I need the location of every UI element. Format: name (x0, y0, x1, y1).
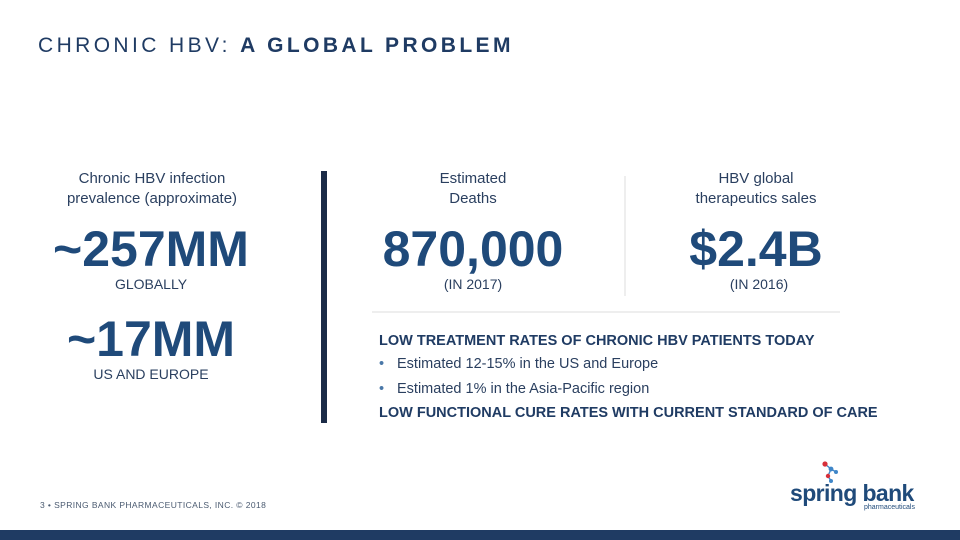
treatment-heading: LOW TREATMENT RATES OF CHRONIC HBV PATIENTS TODAY (379, 333, 815, 349)
prevalence-region-value: ~17MM (66, 311, 236, 367)
company-logo (790, 460, 920, 510)
prevalence-label (44, 169, 260, 209)
section-divider (321, 171, 327, 423)
stat-divider (624, 176, 626, 296)
stats-divider (372, 311, 840, 313)
treatment-bullet-text: Estimated 1% in the Asia-Pacific region (397, 381, 650, 397)
deaths-caption: (IN 2017) (443, 276, 503, 292)
sales-caption: (IN 2016) (729, 276, 789, 292)
deaths-label (373, 169, 573, 209)
cure-heading: LOW FUNCTIONAL CURE RATES WITH CURRENT STANDARD OF CARE (379, 405, 878, 421)
bottom-bar (0, 530, 960, 540)
treatment-bullet (379, 356, 658, 372)
prevalence-global-caption: GLOBALLY (114, 276, 188, 292)
footer-company: SPRING BANK PHARMACEUTICALS, INC. (54, 500, 234, 510)
logo-wordmark: spring bank (790, 480, 914, 506)
sales-value: $2.4B (689, 221, 823, 277)
footer (40, 500, 266, 510)
bullet-dot-icon: • (379, 356, 385, 372)
footer-separator: • (47, 500, 52, 510)
deaths-label-line1: Estimated (439, 170, 507, 187)
treatment-bullet (379, 381, 649, 397)
page-number: 3 (40, 500, 46, 510)
sales-label-line1: HBV global (718, 170, 794, 187)
treatment-bullet-text: Estimated 12-15% in the US and Europe (397, 356, 659, 372)
prevalence-label-line2: prevalence (approximate) (66, 190, 238, 207)
deaths-label-line2: Deaths (449, 190, 497, 207)
logo-tagline: pharmaceuticals (864, 504, 915, 511)
footer-copyright: © 2018 (236, 500, 267, 510)
bullet-dot-icon: • (379, 381, 385, 397)
slide-title-bold: A GLOBAL PROBLEM (240, 34, 514, 57)
prevalence-global-value: ~257MM (53, 221, 249, 277)
slide-title (38, 34, 514, 58)
sales-label-line2: therapeutics sales (695, 190, 817, 207)
sales-label (656, 169, 856, 209)
slide-title-light: CHRONIC HBV: (38, 34, 241, 57)
deaths-value: 870,000 (382, 221, 564, 277)
prevalence-label-line1: Chronic HBV infection (78, 170, 226, 187)
prevalence-region-caption: US AND EUROPE (93, 366, 209, 382)
